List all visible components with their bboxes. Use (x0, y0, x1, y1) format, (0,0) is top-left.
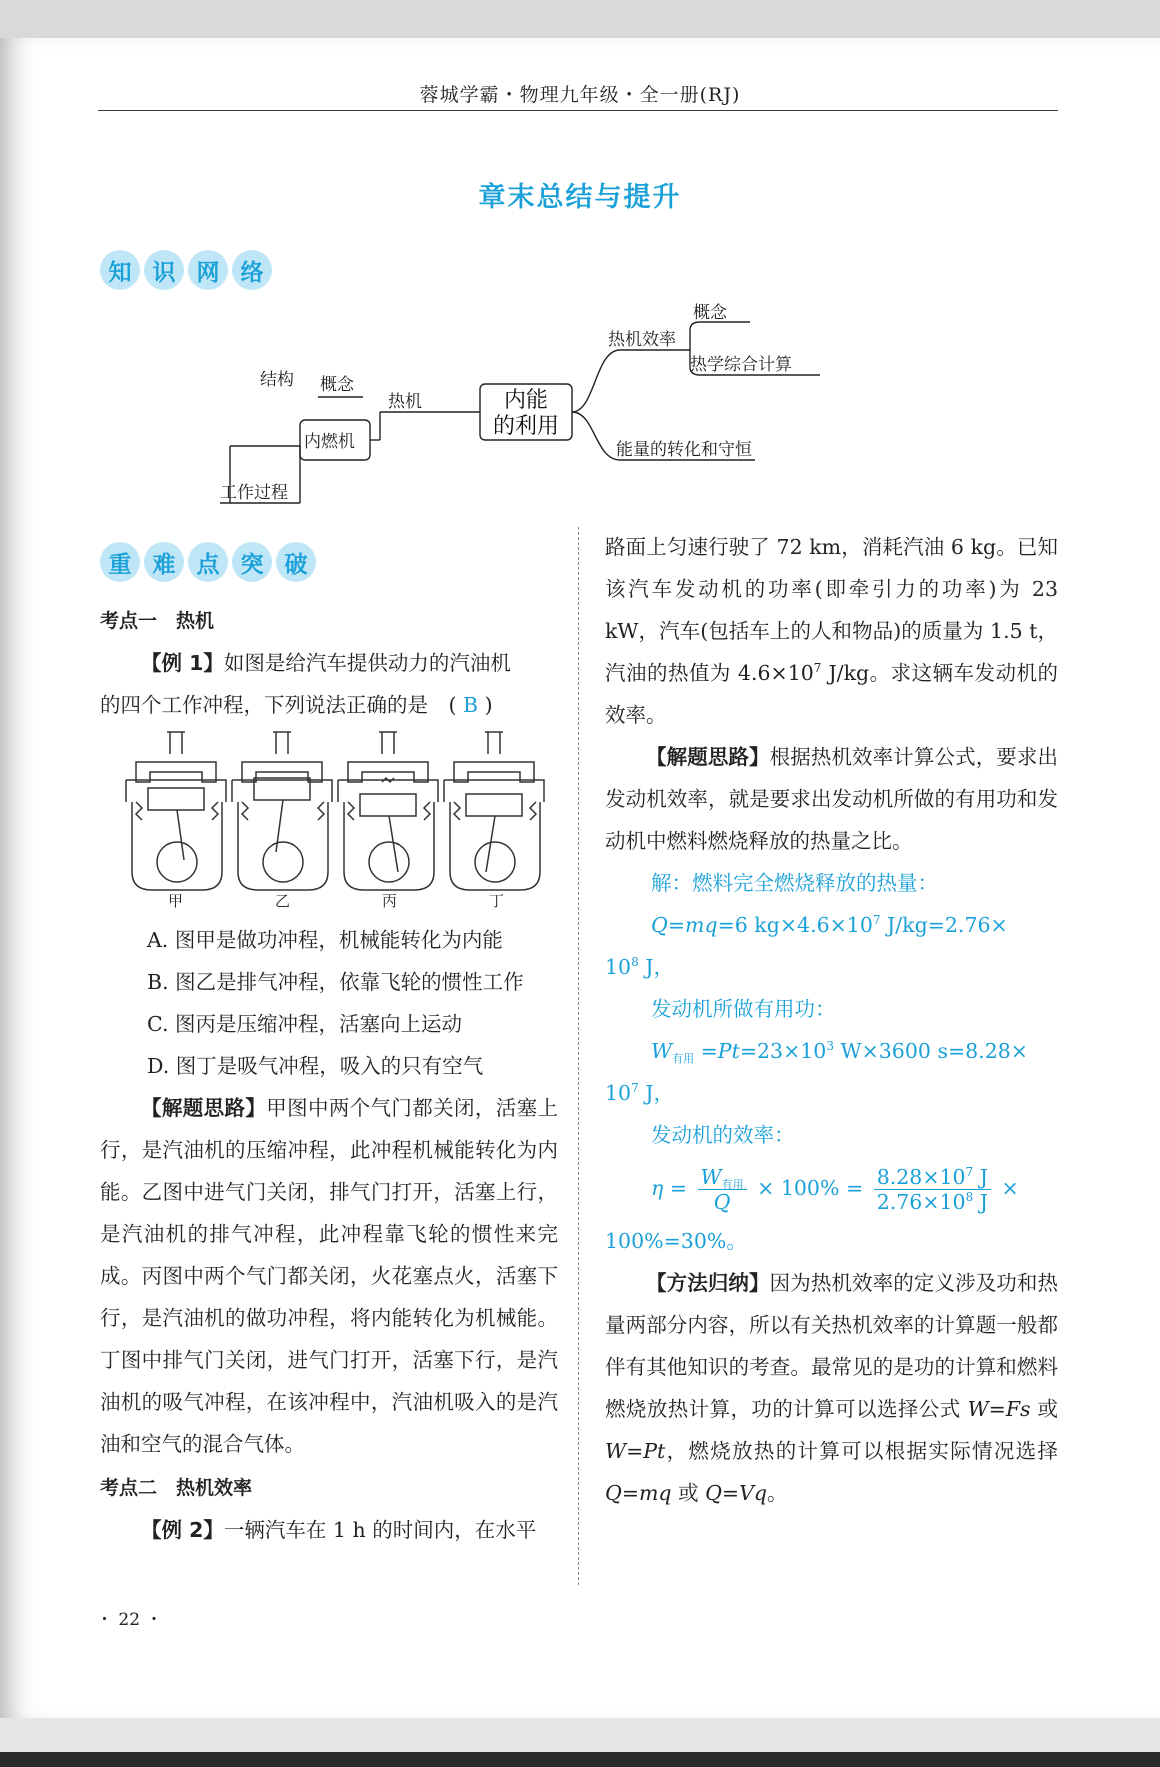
subscript: 有用 (721, 1178, 744, 1191)
fraction-w-over-q (698, 1165, 747, 1214)
formula: Q (705, 1481, 722, 1505)
formula: =Fs (988, 1397, 1031, 1421)
engine-figure (232, 732, 332, 890)
solution-line7: 发动机的效率： (651, 1123, 795, 1147)
section-char: 突 (232, 542, 272, 582)
section-char: 重 (100, 542, 140, 582)
exponent: 7 (965, 1165, 974, 1179)
section-char: 破 (276, 542, 316, 582)
method-text: ，燃烧放热的计算可以根据实际情况选择 (665, 1439, 1058, 1463)
var-q: Q (651, 913, 668, 937)
topic2-heading: 考点二 热机效率 (100, 1477, 253, 1499)
exponent: 3 (826, 1039, 834, 1053)
sol-text: 10 (605, 1081, 632, 1105)
engine-label: 乙 (274, 892, 290, 910)
solution-line1: 解：燃料完全燃烧释放的热量： (651, 871, 938, 895)
sol-text: W×3600 s=8.28× (834, 1039, 1028, 1063)
sol-text: J， (638, 1081, 674, 1105)
page-number: ・ 22 ・ (96, 1610, 163, 1630)
section-knowledge-network (100, 250, 272, 290)
formula: =Vq (721, 1481, 768, 1505)
column-divider (578, 527, 579, 1585)
solution-line3 (605, 946, 1058, 988)
sol-text: J (973, 1190, 988, 1214)
map-ice-engine: 内燃机 (304, 432, 355, 452)
example1 (100, 642, 558, 684)
engine-label: 甲 (167, 892, 183, 910)
section-char: 难 (144, 542, 184, 582)
analysis1-tag: 【解题思路】 (141, 1096, 267, 1120)
analysis1 (100, 1087, 558, 1465)
bracket-close: ) (484, 693, 493, 717)
map-working-process: 工作过程 (220, 483, 288, 503)
example1-text: 如图是给汽车提供动力的汽油机 (223, 651, 511, 675)
right-column (605, 526, 1058, 1514)
example2-continued (605, 526, 1058, 736)
engine-figure (126, 732, 226, 890)
option-b: B. 图乙是排气冲程，依靠飞轮的惯性工作 (147, 970, 524, 994)
option-c: C. 图丙是压缩冲程，活塞向上运动 (147, 1012, 462, 1036)
method-text: 因为热机效率的定义涉及功和热量两部分内容，所以有关热机效率的计算题一般都伴有其他知识的考查。最常见的是功的计算和燃料燃烧放热计算，功的计算可以选择公式 (605, 1271, 1059, 1421)
sol-text: 8.28×10 (876, 1165, 966, 1189)
formula: =Pt (626, 1439, 666, 1463)
solution-line4: 发动机所做有用功： (651, 997, 836, 1021)
map-efficiency: 热机效率 (608, 330, 676, 350)
example2-tag: 【例 2】 (141, 1518, 224, 1542)
engine-figure (444, 732, 544, 890)
header-rule (98, 110, 1058, 111)
method-text: 。 (767, 1481, 788, 1505)
analysis2 (605, 736, 1058, 862)
sol-text: × (1001, 1176, 1019, 1200)
chapter-title: 章末总结与提升 (478, 182, 682, 213)
map-structure: 结构 (260, 370, 294, 390)
example2-text-b: J/kg。求这辆车发动机的效率。 (605, 661, 1058, 727)
solution-line5 (605, 1030, 1058, 1072)
exponent: 8 (631, 955, 639, 969)
map-center-line1: 内能 (503, 388, 549, 413)
map-energy-conservation: 能量的转化和守恒 (616, 440, 752, 460)
sol-text: J/kg=2.76× (880, 913, 1008, 937)
map-eff-concept: 概念 (693, 303, 727, 323)
solution-line6 (605, 1072, 1058, 1114)
engine-label: 丁 (488, 892, 504, 910)
eq: = (694, 1039, 718, 1063)
example1-line2 (100, 684, 558, 726)
map-heat-engine: 热机 (388, 392, 422, 412)
solution-line2 (605, 904, 1058, 946)
option-a: A. 图甲是做功冲程，机械能转化为内能 (147, 928, 503, 952)
formula: W (967, 1397, 989, 1421)
section-char: 识 (144, 250, 184, 290)
solution-efficiency-formula (605, 1160, 1058, 1216)
eq: = (669, 1176, 688, 1200)
running-header: 蓉城学霸・物理九年级・全一册(RJ) (419, 84, 741, 106)
formula: Q (605, 1481, 622, 1505)
map-eff-calc: 热学综合计算 (690, 355, 792, 375)
bottom-bar (0, 1752, 1160, 1767)
var-pt: Pt (717, 1039, 740, 1063)
engine-label: 丙 (381, 892, 397, 910)
analysis2-tag: 【解题思路】 (646, 745, 770, 769)
subscript: 有用 (672, 1052, 695, 1065)
exponent: 8 (965, 1190, 974, 1204)
method-tag: 【方法归纳】 (646, 1271, 770, 1295)
example1-tag: 【例 1】 (141, 651, 224, 675)
var-w: W (651, 1039, 673, 1063)
method-summary (605, 1262, 1058, 1514)
topic1-heading: 考点一 热机 (100, 610, 215, 632)
section-char: 知 (100, 250, 140, 290)
exponent: 7 (813, 661, 822, 675)
method-text: 或 (1030, 1397, 1058, 1421)
engine-labels (122, 891, 552, 911)
eq: = (667, 913, 685, 937)
section-char: 网 (188, 250, 228, 290)
sol-text: 2.76×10 (876, 1190, 966, 1214)
example2-start (100, 1509, 558, 1551)
section-char: 络 (232, 250, 272, 290)
example2-text-a: 路面上匀速行驶了 72 km，消耗汽油 6 kg。已知该汽车发动机的功率(即牵引力的功率)为 23 kW，汽车(包括车上的人和物品)的质量为 1.5 t，汽油的热值为 4.6×10 (605, 535, 1058, 685)
formula: =mq (621, 1481, 672, 1505)
knowledge-map (220, 303, 940, 525)
exponent: 7 (872, 913, 881, 927)
map-center-line2: 的利用 (492, 414, 560, 439)
sol-text: J， (638, 955, 674, 979)
method-text: 或 (671, 1481, 706, 1505)
map-line (572, 350, 690, 412)
analysis2-text: 根据热机效率计算公式，要求出发动机效率，就是要求出发动机所做的有用功和发动机中燃料燃烧释放的热量之比。 (605, 745, 1059, 853)
engine-strokes-figure (122, 732, 552, 897)
sol-text: J (973, 1165, 988, 1189)
var-q: Q (713, 1190, 731, 1214)
map-concept: 概念 (320, 375, 354, 395)
option-d: D. 图丁是吸气冲程，吸入的只有空气 (147, 1054, 484, 1078)
sol-text: × 100% = (757, 1176, 864, 1200)
solution-line9: 100%=30%。 (605, 1229, 747, 1253)
section-key-points (100, 542, 316, 582)
section-char: 点 (188, 542, 228, 582)
example1-text2: 的四个工作冲程，下列说法正确的是 ( (100, 693, 457, 717)
engine-figure (338, 732, 438, 890)
var-w: W (700, 1165, 722, 1189)
example1-answer: B (463, 693, 479, 717)
var-mq: mq (685, 913, 718, 937)
sol-text: 10 (605, 955, 632, 979)
left-column (100, 600, 558, 1551)
exponent: 7 (631, 1081, 639, 1095)
var-eta: η (651, 1176, 664, 1200)
sol-text: =6 kg×4.6×10 (717, 913, 873, 937)
analysis1-text: 甲图中两个气门都关闭，活塞上行，是汽油机的压缩冲程，此冲程机械能转化为内能。乙图中进气门关闭，排气门打开，活塞上行，是汽油机的排气冲程，此冲程靠飞轮的惯性来完成。丙图中两个气门都关闭，火花塞点火，活塞下行，是汽油机的做功冲程，将内能转化为机械能。丁图中排气门关闭，进气门打开，活塞下行，是汽油机的吸气冲程，在该冲程中，汽油机吸入的是汽油和空气的混合气体。 (100, 1096, 559, 1456)
sol-text: =23×10 (739, 1039, 827, 1063)
formula: W (605, 1439, 627, 1463)
fraction-values (874, 1165, 991, 1214)
example2-text-left: 一辆汽车在 1 h 的时间内，在水平 (223, 1518, 537, 1542)
